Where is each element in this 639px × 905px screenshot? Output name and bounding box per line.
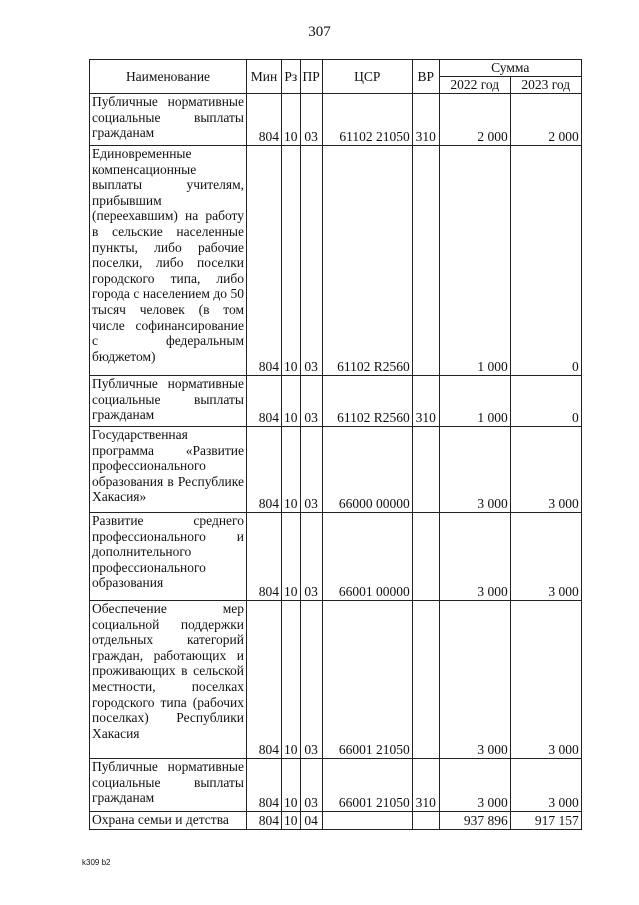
row-sum-2022: 1 000 <box>439 376 510 427</box>
page-number: 307 <box>308 24 331 40</box>
row-sum-2023: 0 <box>510 146 581 376</box>
header-year-2023: 2023 год <box>510 77 581 94</box>
row-min: 804 <box>247 376 282 427</box>
row-sum-2022: 937 896 <box>439 812 510 830</box>
row-vr <box>412 146 439 376</box>
row-sum-2022: 1 000 <box>439 146 510 376</box>
row-pr: 04 <box>300 812 322 830</box>
row-csr: 61102 R2560 <box>322 146 412 376</box>
row-rz: 10 <box>282 759 301 812</box>
row-sum-2022: 2 000 <box>439 94 510 146</box>
row-min: 804 <box>247 601 282 759</box>
row-rz: 10 <box>282 427 301 513</box>
header-pr: ПР <box>300 60 322 94</box>
row-name: Развитие среднего профессионального и дополнительного профессионального образования <box>90 513 247 601</box>
row-csr: 61102 R2560 <box>322 376 412 427</box>
header-sum: Сумма <box>439 60 581 77</box>
table-row <box>90 94 582 146</box>
header-year-2022: 2022 год <box>439 77 510 94</box>
row-sum-2022: 3 000 <box>439 759 510 812</box>
row-pr: 03 <box>300 513 322 601</box>
row-pr: 03 <box>300 146 322 376</box>
row-pr: 03 <box>300 759 322 812</box>
row-vr <box>412 812 439 830</box>
row-sum-2023: 3 000 <box>510 601 581 759</box>
row-vr: 310 <box>412 94 439 146</box>
row-sum-2022: 3 000 <box>439 513 510 601</box>
row-rz: 10 <box>282 94 301 146</box>
row-sum-2023: 2 000 <box>510 94 581 146</box>
row-pr: 03 <box>300 427 322 513</box>
table-row <box>90 513 582 601</box>
row-sum-2023: 3 000 <box>510 759 581 812</box>
table-row <box>90 427 582 513</box>
row-name: Обеспечение мер социальной поддержки отдельных категорий граждан, работающих и проживающих в сельской местности, поселках городского типа (рабочих поселках) Республики Хакасия <box>90 601 247 759</box>
row-name: Публичные нормативные социальные выплаты гражданам <box>90 94 247 146</box>
row-vr <box>412 601 439 759</box>
row-pr: 03 <box>300 601 322 759</box>
row-min: 804 <box>247 513 282 601</box>
header-rz: Рз <box>282 60 301 94</box>
row-vr <box>412 513 439 601</box>
row-min: 804 <box>247 94 282 146</box>
row-name: Публичные нормативные социальные выплаты гражданам <box>90 759 247 812</box>
row-rz: 10 <box>282 601 301 759</box>
table-row <box>90 146 582 376</box>
row-csr: 66001 00000 <box>322 513 412 601</box>
row-min: 804 <box>247 812 282 830</box>
row-csr: 66000 00000 <box>322 427 412 513</box>
row-rz: 10 <box>282 376 301 427</box>
table-row <box>90 376 582 427</box>
row-csr <box>322 812 412 830</box>
row-sum-2023: 917 157 <box>510 812 581 830</box>
row-min: 804 <box>247 759 282 812</box>
row-name: Охрана семьи и детства <box>90 812 247 830</box>
header-min: Мин <box>247 60 282 94</box>
row-csr: 66001 21050 <box>322 601 412 759</box>
table-header <box>90 60 582 94</box>
row-name: Государственная программа «Развитие профессионального образования в Республике Хакасия» <box>90 427 247 513</box>
header-vr: ВР <box>412 60 439 94</box>
row-rz: 10 <box>282 146 301 376</box>
row-vr: 310 <box>412 376 439 427</box>
row-rz: 10 <box>282 513 301 601</box>
header-name: Наименование <box>90 60 247 94</box>
footer-code: k309 b2 <box>82 858 111 867</box>
row-min: 804 <box>247 146 282 376</box>
row-sum-2023: 3 000 <box>510 427 581 513</box>
row-csr: 66001 21050 <box>322 759 412 812</box>
row-sum-2023: 3 000 <box>510 513 581 601</box>
header-csr: ЦСР <box>322 60 412 94</box>
row-sum-2022: 3 000 <box>439 601 510 759</box>
row-pr: 03 <box>300 376 322 427</box>
row-vr: 310 <box>412 759 439 812</box>
row-name: Публичные нормативные социальные выплаты гражданам <box>90 376 247 427</box>
table-row <box>90 812 582 830</box>
row-min: 804 <box>247 427 282 513</box>
table-row <box>90 759 582 812</box>
row-rz: 10 <box>282 812 301 830</box>
table-row <box>90 601 582 759</box>
row-sum-2022: 3 000 <box>439 427 510 513</box>
row-vr <box>412 427 439 513</box>
row-pr: 03 <box>300 94 322 146</box>
budget-table <box>89 59 582 830</box>
row-sum-2023: 0 <box>510 376 581 427</box>
row-csr: 61102 21050 <box>322 94 412 146</box>
row-name: Единовременные компенсационные выплаты учителям, прибывшим (переехавшим) на работу в сельские населенные пункты, либо рабочие поселки, либо поселки городского типа, либо города с населением до 50 тысяч человек (в том числе софинансирование с федеральным бюджетом) <box>90 146 247 376</box>
